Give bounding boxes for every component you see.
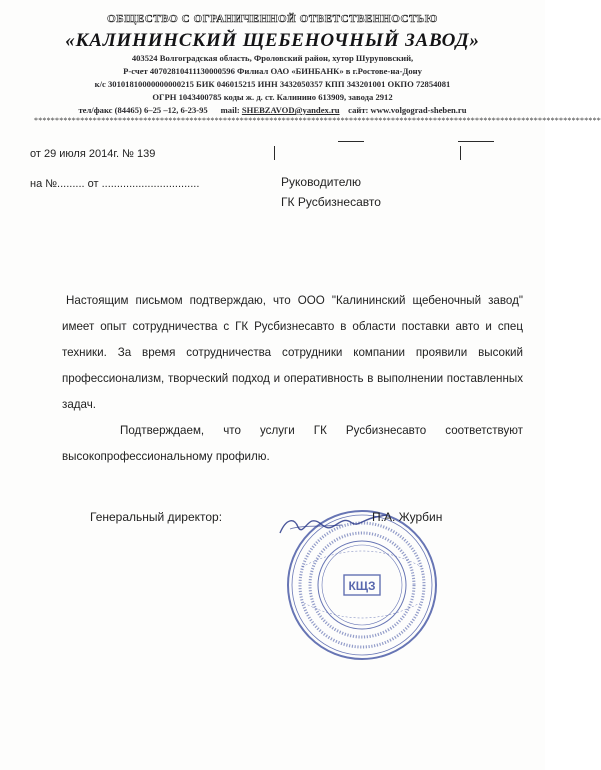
org-form: ОБЩЕСТВО С ОГРАНИЧЕННОЙ ОТВЕТСТВЕННОСТЬЮ (107, 13, 438, 25)
seal-center-text: КЩЗ (348, 579, 376, 593)
letter-body (62, 288, 523, 470)
recipient-title: Руководителю (281, 175, 362, 189)
letterhead-divider: *************************************************************************************************************************************** (34, 116, 601, 125)
body-paragraph-2: Подтверждаем, что услуги ГК Русбизнесавто соответствуют высокопрофессиональному профилю. (62, 424, 523, 463)
phone-fax: тел/факс (84465) 6–25 –12, 6-23-95 (78, 105, 208, 115)
corner-mark (274, 146, 275, 160)
corner-mark (458, 141, 494, 142)
bank-account: Р-счет 40702810411130000596 Филиал ОАО «БИНБАНК» в г.Ростове-на-Дону (123, 66, 422, 76)
recipient-org: ГК Русбизнесавто (281, 195, 381, 209)
recipient-block (281, 172, 381, 212)
letter-date-number: от 29 июля 2014г. № 139 (30, 148, 156, 160)
mail-label: mail: (220, 105, 240, 115)
signatory-name: П.А. Журбин (372, 510, 443, 524)
reply-reference: на №......... от ................................ (30, 178, 200, 190)
body-paragraph-1: Настоящим письмом подтверждаю, что ООО "Калининский щебеночный завод" имеет опыт сотрудничества с ГК Русбизнесавто в области поставки авто и спец техники. За время сотрудничества сотрудники компании проявили высокий профессионализм, творческий подход и оперативность в выполнении поставленных задач. (62, 294, 523, 411)
company-name: «КАЛИНИНСКИЙ ЩЕБЕНОЧНЫЙ ЗАВОД» (65, 30, 480, 51)
ogrn-line: ОГРН 1043400785 коды ж. д. ст. Калинино 613909, завода 2912 (152, 92, 393, 102)
corner-mark (460, 146, 461, 160)
website: сайт: www.volgograd-sheben.ru (348, 105, 467, 115)
company-address: 403524 Волгоградская область, Фроловский район, хутор Шуруповский, (131, 53, 414, 63)
corner-mark (338, 141, 364, 142)
email-link[interactable]: SHEBZAVOD@yandex.ru (241, 105, 340, 115)
contact-line (0, 105, 545, 115)
bank-details: к/с 30101810000000000215 БИК 046015215 ИНН 3432050357 КПП 343201001 ОКПО 72854081 (94, 79, 451, 89)
signatory-title: Генеральный директор: (90, 510, 223, 524)
